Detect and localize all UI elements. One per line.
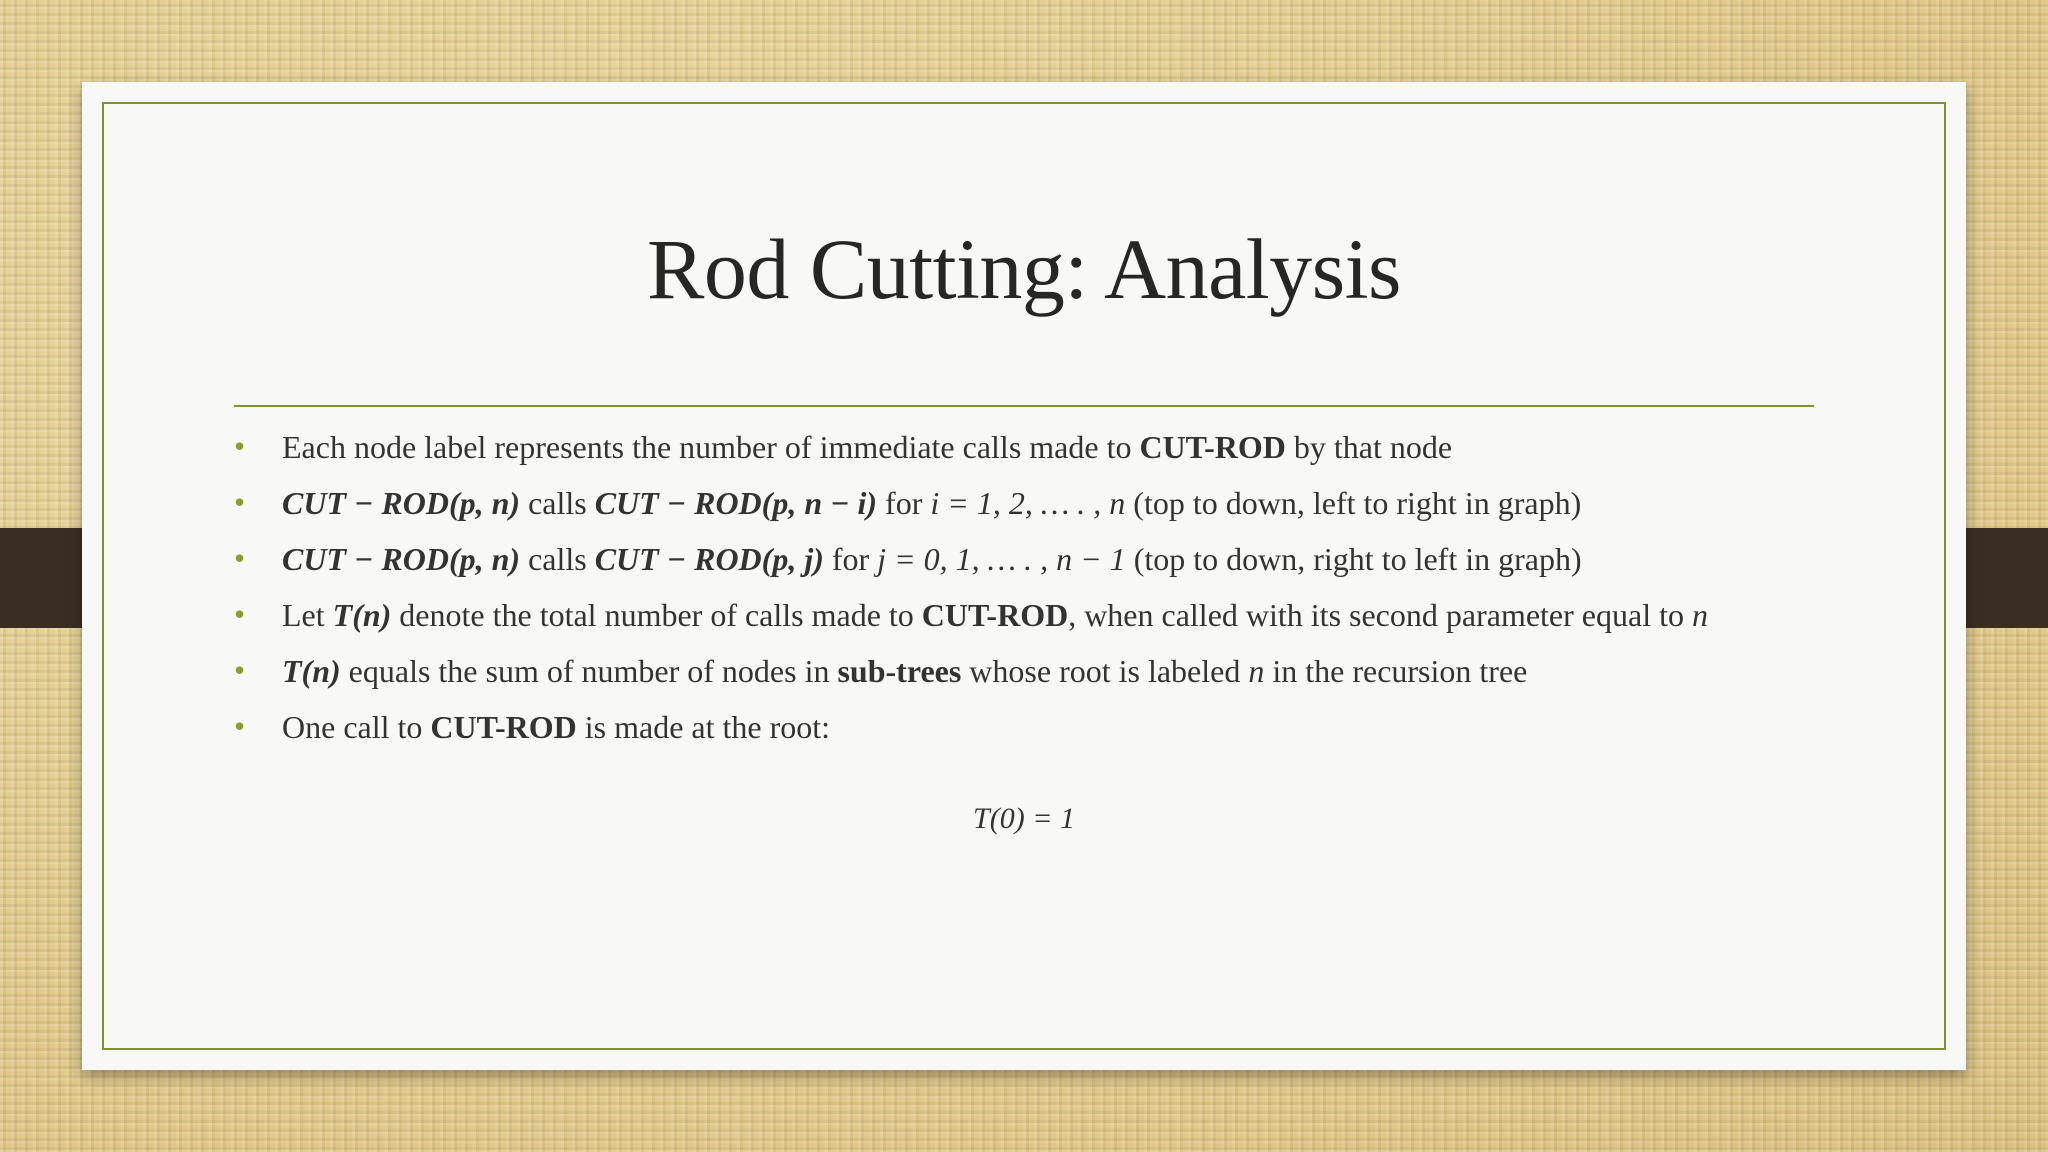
bullet-icon: • <box>234 708 246 744</box>
bullet-list <box>234 430 1824 766</box>
bullet-icon: • <box>234 428 246 464</box>
bullet-item: • Each node label represents the number of immediate calls made to CUT-ROD by that node <box>234 428 1453 465</box>
bullet-item: • T(n) equals the sum of number of nodes in sub-trees whose root is labeled n in the recursion tree <box>234 652 1528 689</box>
bullet-item: • CUT − ROD(p, n) calls CUT − ROD(p, n − i) for i = 1, 2, … . , n (top to down, left to right in graph) <box>234 484 1582 521</box>
bullet-icon: • <box>234 484 246 520</box>
base-case-equation: T(0) = 1 <box>973 802 1075 835</box>
slide-title: Rod Cutting: Analysis <box>646 221 1402 317</box>
bullet-item: • CUT − ROD(p, n) calls CUT − ROD(p, j) for j = 0, 1, … . , n − 1 (top to down, right to left in graph) <box>234 540 1582 577</box>
bullet-icon: • <box>234 596 246 632</box>
bullet-icon: • <box>234 652 246 688</box>
bullet-item: • Let T(n) denote the total number of calls made to CUT-ROD, when called with its second parameter equal to n <box>234 596 1708 633</box>
title-divider <box>234 405 1814 407</box>
bullet-icon: • <box>234 540 246 576</box>
bullet-item: • One call to CUT-ROD is made at the root: <box>234 708 831 745</box>
